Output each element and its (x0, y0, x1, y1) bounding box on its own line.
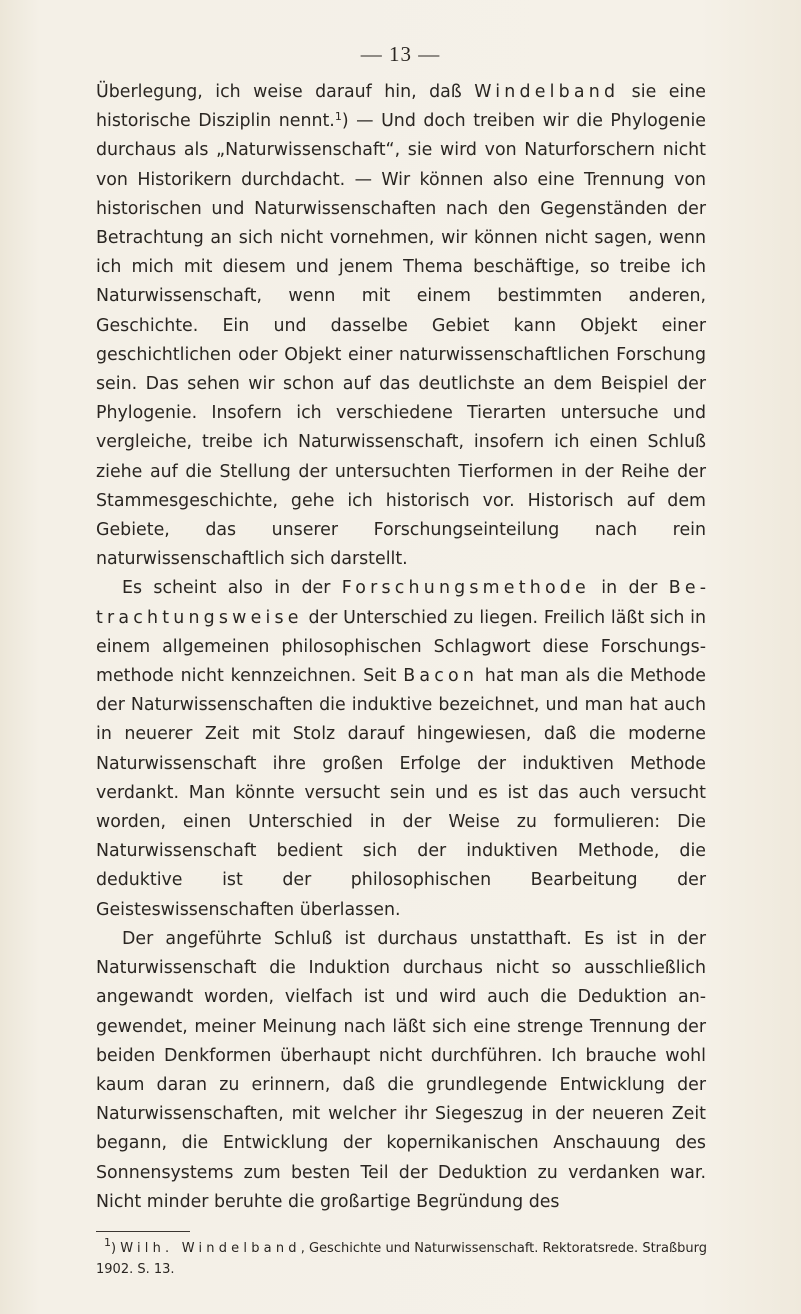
paragraph-3 (96, 925, 706, 1217)
paragraph-1 (96, 78, 706, 574)
text-segment: ) — Und doch treiben wir die Phylogenie durchaus als „Naturwissenschaft“, sie wird von Naturforschern nicht von Historikern durchdacht. — Wir können also eine Trennung von historischen und Naturwissenschaften nach den Gegenständen der Betrachtung an sich nicht vornehmen, wir können nicht sagen, wenn ich mich mit diesem und jenem Thema beschäftige, so treibe ich Naturwissenschaft, wenn mit einem bestimmten anderen, Geschichte. Ein und dasselbe Gebiet kann Objekt einer geschichtlichen oder Objekt einer naturwissenschaftlichen Forschung sein. Das sehen wir schon auf das deutlichste an dem Beispiel der Phylogenie. Insofern ich verschiedene Tierarten untersuche und vergleiche, treibe ich Naturwissenschaft, insofern ich einen Schluß ziehe auf die Stellung der untersuchten Tierformen in der Reihe der Stammesgeschichte, gehe ich historisch vor. Historisch auf dem Gebiete, das unserer Forschungseinteilung nach rein naturwissenschaftlich sich darstellt. (96, 111, 706, 570)
footnote-text (96, 1238, 712, 1280)
author-name-spaced: Wilh. Windelband (120, 1241, 301, 1256)
text-segment: der Unterschied zu liegen. Freilich läßt sich in einem allgemeinen philosophischen Schlagwort diese Forschungsmethode nicht kennzeichnen. Seit (96, 607, 706, 687)
author-name-spaced: Windelband (474, 82, 620, 102)
footnote-divider (96, 1231, 190, 1232)
footnote (96, 1238, 712, 1280)
body-text (96, 78, 706, 1217)
emphasis-spaced: Betrachtungsweise (96, 578, 706, 628)
text-segment: Überlegung, ich weise darauf hin, daß (96, 82, 475, 102)
author-name-spaced: Bacon (403, 666, 479, 687)
page-number-header: — 13 — (360, 42, 441, 66)
text-segment: , Geschichte und Naturwissenschaft. Rektoratsrede. Straßburg 1902. S. 13. (96, 1241, 708, 1277)
text-segment: ) (111, 1241, 121, 1256)
footnote-reference: 1 (334, 110, 342, 124)
text-segment: sie eine historische Disziplin nennt. (96, 82, 706, 132)
paragraph-2 (96, 574, 706, 924)
text-segment: Es scheint also in der (122, 578, 342, 599)
footnote-marker: 1 (104, 1236, 111, 1249)
text-segment: hat man als die Methode der Naturwissenschaften die induktive bezeichnet, und man hat auch in neuerer Zeit mit Stolz darauf hingewiesen, daß die moderne Naturwissenschaft ihre großen Erfolge der induktiven Methode verdankt. Man könnte versucht sein und es ist das auch versucht worden, einen Unterschied in der Weise zu formulieren: Die Naturwissenschaft bedient sich der induktiven Methode, die deduktive ist der philosophischen Bearbeitung der Geisteswissenschaften überlassen. (96, 666, 706, 920)
text-segment: in der (589, 578, 669, 599)
text-segment: Der angeführte Schluß ist durchaus unstatthaft. Es ist in der Naturwissenschaft die Induktion durchaus nicht so ausschließlich angewandt worden, vielfach ist und wird auch die Deduktion angewendet, meiner Meinung nach läßt sich eine strenge Trennung der beiden Denkformen überhaupt nicht durchführen. Ich brauche wohl kaum daran zu erinnern, daß die grundlegende Entwicklung der Naturwissenschaften, mit welcher ihr Siegeszug in der neueren Zeit begann, die Entwicklung der kopernikanischen Anschauung des Sonnensystems zum besten Teil der Deduktion zu verdanken war. Nicht minder beruhte die großartige Begründung des (96, 928, 706, 1212)
emphasis-spaced: Forschungsmethode (341, 578, 590, 599)
